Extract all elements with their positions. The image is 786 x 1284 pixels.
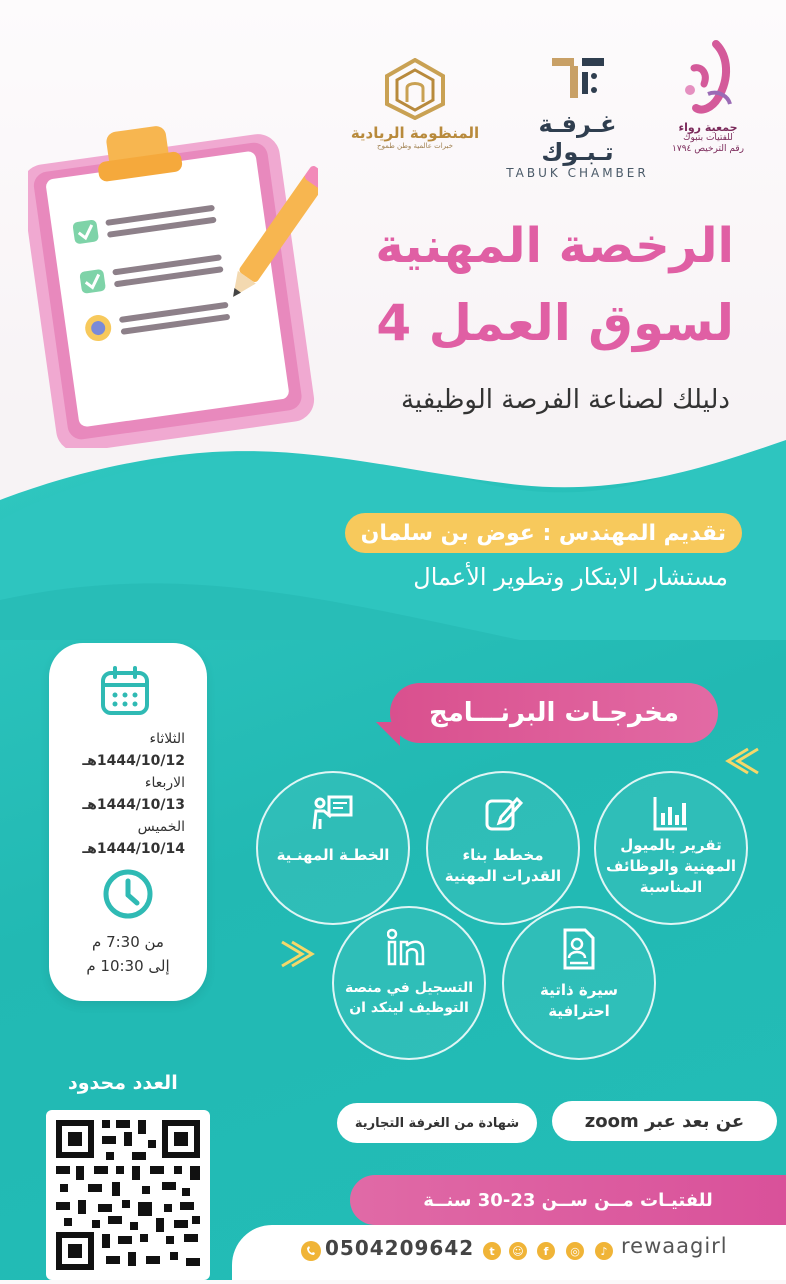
rewaa-name: جمعية رواء [678, 121, 738, 134]
chevrons-right-icon [278, 938, 318, 970]
outcomes-heading-tail [376, 722, 400, 746]
tabuk-english-name: TABUK CHAMBER [506, 166, 649, 180]
rewaa-logo-mark [678, 38, 738, 118]
schedule-card [49, 643, 207, 1001]
chart-icon [651, 793, 691, 833]
outcome-label-5: التسجيل في منصة التوظيف لينكد ان [344, 980, 474, 1016]
calendar-icon [99, 665, 151, 717]
rewaa-line1: للفتيات بتبوك [683, 133, 733, 143]
date-3: 1444/10/14هـ [82, 841, 185, 857]
phone-number[interactable]: 0504209642 [325, 1236, 475, 1260]
tabuk-chamber-logo [500, 52, 655, 180]
tabuk-logo-mark [548, 52, 608, 106]
whatsapp-icon [300, 1240, 322, 1262]
facebook-icon[interactable]: f [537, 1242, 555, 1260]
riyadia-slogan: خبرات عالمية وطن طموح [377, 142, 453, 150]
tiktok-icon[interactable]: ♪ [595, 1242, 613, 1260]
chevrons-left-icon [722, 745, 762, 777]
riyadia-logo [340, 58, 490, 150]
date-2: 1444/10/13هـ [82, 797, 185, 813]
limited-seats-label: العدد محدود [68, 1072, 178, 1094]
rewaa-line2: رقم الترخيص ١٧٩٤ [672, 144, 744, 154]
outcome-linkedin [332, 906, 486, 1060]
instagram-icon[interactable]: ◎ [566, 1242, 584, 1260]
presentation-icon [311, 793, 355, 833]
remote-zoom-badge: عن بعد عبر zoom [552, 1101, 777, 1141]
outcome-label-4: سيرة ذاتية احترافية [540, 981, 618, 1020]
snapchat-icon[interactable]: ☺ [509, 1242, 527, 1260]
rewaa-logo [668, 38, 748, 155]
presenter-badge: تقديم المهندس : عوض بن سلمان [345, 513, 742, 553]
outcome-career-report [594, 771, 748, 925]
riyadia-logo-mark [383, 58, 447, 120]
age-range-banner: للفتيـات مــن ســن 23-30 سنــة [350, 1175, 786, 1225]
resume-icon [561, 928, 597, 970]
linkedin-icon [387, 928, 431, 966]
outcome-capability-plan [426, 771, 580, 925]
outcome-career-plan [256, 771, 410, 925]
registration-qr-code[interactable] [46, 1110, 210, 1280]
clock-icon [101, 867, 155, 921]
time-to: إلى 10:30 م [86, 957, 170, 975]
day-1: الثلاثاء [149, 731, 185, 747]
day-2: الاربعاء [144, 775, 185, 791]
social-handle[interactable]: rewaagirl [621, 1234, 728, 1258]
clipboard-illustration [28, 118, 318, 448]
riyadia-name: المنظومة الريادية [350, 124, 480, 142]
outcomes-heading: مخرجـات البرنـــامج [390, 683, 718, 743]
qr-code-icon [46, 1110, 210, 1280]
time-from: من 7:30 م [92, 933, 164, 951]
date-1: 1444/10/12هـ [82, 753, 185, 769]
day-3: الخميس [137, 819, 185, 835]
certificate-badge: شهادة من الغرفة التجارية [337, 1103, 537, 1143]
twitter-icon[interactable]: t [483, 1242, 501, 1260]
main-title-line2: لسوق العمل 4 [376, 294, 734, 352]
outcome-label-3: الخطـة المهنـية [276, 846, 390, 864]
edit-icon [483, 793, 523, 833]
outcome-label-1: تقرير بالميول المهنية والوظائف المناسبة [605, 836, 737, 896]
main-title-line1: الرخصة المهنية [375, 218, 734, 274]
outcome-resume [502, 906, 656, 1060]
outcome-label-2: مخطط بناء القدرات المهنية [444, 846, 562, 885]
subtitle: دليلك لصناعة الفرصة الوظيفية [400, 385, 730, 415]
presenter-role: مستشار الابتكار وتطوير الأعمال [413, 563, 728, 591]
tabuk-arabic-name: غـرفـة تـبـوك [538, 110, 617, 166]
